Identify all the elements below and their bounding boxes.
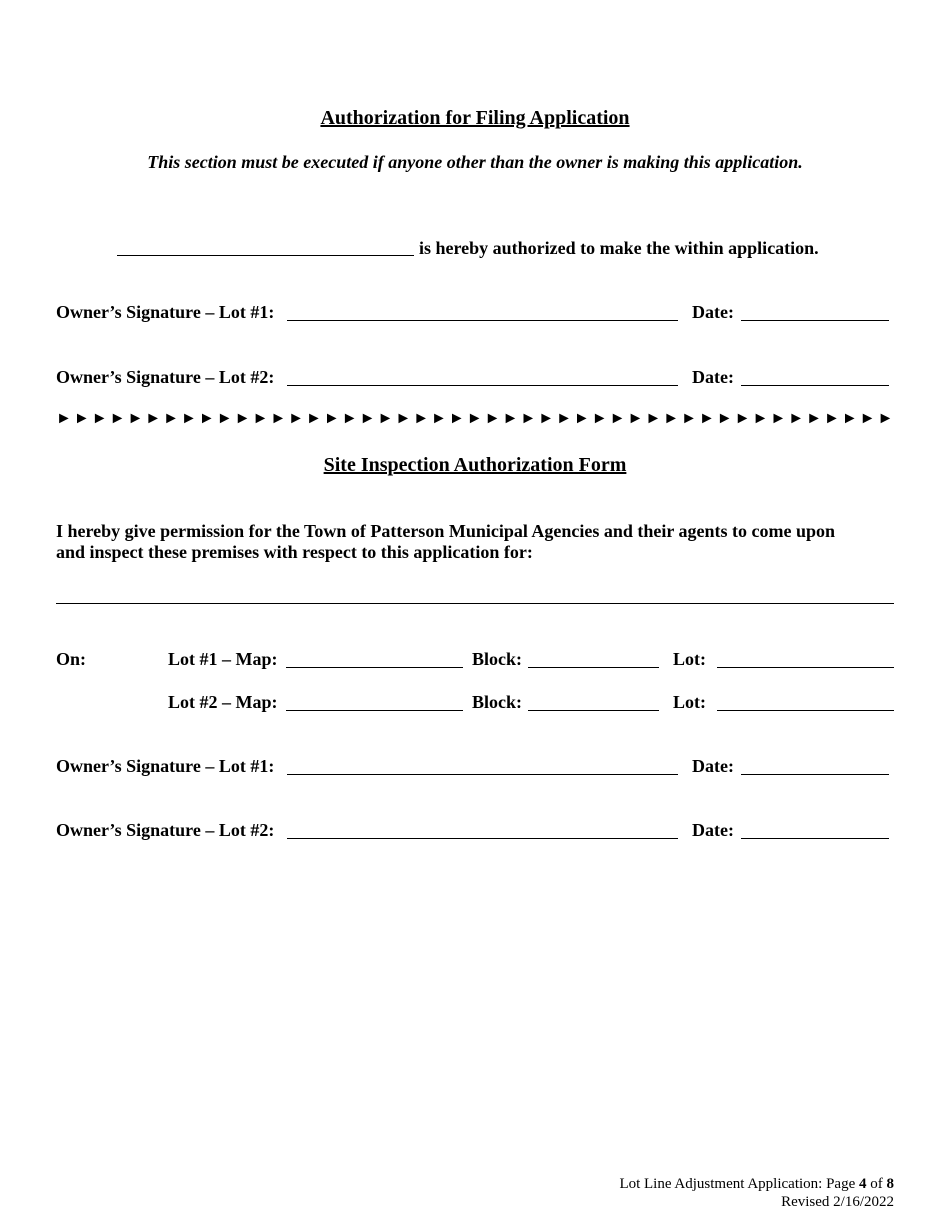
arrow-glyph: ► — [431, 410, 447, 427]
auth-date2-field[interactable] — [741, 385, 889, 386]
arrow-glyph: ► — [234, 410, 251, 427]
lot1-map-field[interactable] — [286, 667, 463, 668]
arrow-glyph: ► — [288, 410, 305, 427]
arrow-glyph: ► — [823, 410, 840, 427]
arrow-glyph: ► — [502, 410, 519, 427]
arrow-glyph: ► — [163, 410, 179, 427]
permission-line-1: I hereby give permission for the Town of Patterson Municipal Agencies and their agents to come upon — [56, 521, 836, 541]
arrow-glyph: ► — [252, 410, 269, 427]
arrow-glyph: ► — [181, 410, 197, 427]
arrow-glyph: ► — [806, 410, 822, 427]
arrow-glyph: ► — [91, 410, 108, 427]
footer-revised: Revised 2/16/2022 — [781, 1194, 894, 1210]
footer-page-total: 8 — [886, 1176, 894, 1192]
arrow-glyph: ► — [56, 410, 72, 427]
lot2-lot-label: Lot: — [673, 692, 706, 712]
permission-line-2: and inspect these premises with respect to this application for: — [56, 542, 533, 562]
lot2-lot-field[interactable] — [717, 710, 894, 711]
arrow-glyph: ► — [145, 410, 162, 427]
footer-page-prefix: Lot Line Adjustment Application: Page — [619, 1176, 859, 1192]
lot2-block-field[interactable] — [528, 710, 659, 711]
lot2-map-label: Lot #2 – Map: — [168, 692, 278, 712]
arrow-glyph: ► — [127, 410, 144, 427]
footer-page-of: of — [866, 1176, 887, 1192]
arrow-glyph: ► — [484, 410, 501, 427]
arrow-glyph: ► — [395, 410, 412, 427]
application-purpose-field[interactable] — [56, 603, 894, 604]
arrow-glyph: ► — [377, 410, 394, 427]
auth-date2-label: Date: — [692, 367, 734, 387]
arrow-glyph: ► — [877, 410, 894, 427]
arrow-glyph: ► — [306, 410, 322, 427]
arrow-glyph: ► — [841, 410, 858, 427]
arrow-glyph: ► — [573, 410, 590, 427]
authorized-person-field[interactable] — [117, 255, 414, 256]
inspection-date2-field[interactable] — [741, 838, 889, 839]
arrow-glyph: ► — [698, 410, 715, 427]
arrow-glyph: ► — [216, 410, 233, 427]
arrow-glyph: ► — [341, 410, 358, 427]
arrow-glyph: ► — [788, 410, 805, 427]
arrow-glyph: ► — [770, 410, 787, 427]
arrow-glyph: ► — [466, 410, 483, 427]
arrow-glyph: ► — [556, 410, 572, 427]
auth-sig1-label: Owner’s Signature – Lot #1: — [56, 302, 275, 322]
arrow-glyph: ► — [609, 410, 626, 427]
inspection-sig2-label: Owner’s Signature – Lot #2: — [56, 820, 275, 840]
inspection-date1-field[interactable] — [741, 774, 889, 775]
arrow-glyph: ► — [198, 410, 215, 427]
auth-date1-label: Date: — [692, 302, 734, 322]
on-label: On: — [56, 649, 87, 669]
footer-page-number: 4 — [859, 1176, 867, 1192]
arrow-glyph: ► — [591, 410, 608, 427]
footer-page-info — [619, 1176, 894, 1193]
arrow-glyph: ► — [645, 410, 662, 427]
auth-sig2-label: Owner’s Signature – Lot #2: — [56, 367, 275, 387]
inspection-sig2-field[interactable] — [287, 838, 678, 839]
lot2-map-field[interactable] — [286, 710, 463, 711]
arrow-glyph: ► — [109, 410, 126, 427]
lot1-block-field[interactable] — [528, 667, 659, 668]
auth-sig2-field[interactable] — [287, 385, 678, 386]
lot1-map-label: Lot #1 – Map: — [168, 649, 278, 669]
arrow-glyph: ► — [323, 410, 340, 427]
inspection-sig1-label: Owner’s Signature – Lot #1: — [56, 756, 275, 776]
arrow-glyph: ► — [859, 410, 876, 427]
lot1-block-label: Block: — [472, 649, 523, 669]
inspection-title: Site Inspection Authorization Form — [323, 454, 627, 476]
arrow-glyph: ► — [448, 410, 465, 427]
authorized-text: is hereby authorized to make the within application. — [419, 238, 819, 258]
arrow-glyph: ► — [716, 410, 733, 427]
arrow-glyph: ► — [538, 410, 555, 427]
auth-date1-field[interactable] — [741, 320, 889, 321]
auth-subtitle: This section must be executed if anyone other than the owner is making this application. — [147, 152, 803, 172]
arrow-glyph: ► — [681, 410, 697, 427]
arrow-glyph: ► — [752, 410, 769, 427]
inspection-date2-label: Date: — [692, 820, 734, 840]
auth-sig1-field[interactable] — [287, 320, 678, 321]
lot1-lot-label: Lot: — [673, 649, 706, 669]
arrow-glyph: ► — [663, 410, 680, 427]
arrow-glyph: ► — [520, 410, 537, 427]
inspection-sig1-field[interactable] — [287, 774, 678, 775]
lot1-lot-field[interactable] — [717, 667, 894, 668]
arrow-glyph: ► — [627, 410, 644, 427]
arrow-divider — [56, 410, 894, 428]
arrow-glyph: ► — [413, 410, 430, 427]
arrow-glyph: ► — [359, 410, 376, 427]
lot2-block-label: Block: — [472, 692, 523, 712]
inspection-date1-label: Date: — [692, 756, 734, 776]
arrow-glyph: ► — [73, 410, 90, 427]
arrow-glyph: ► — [734, 410, 751, 427]
arrow-glyph: ► — [270, 410, 287, 427]
auth-title: Authorization for Filing Application — [320, 107, 630, 129]
